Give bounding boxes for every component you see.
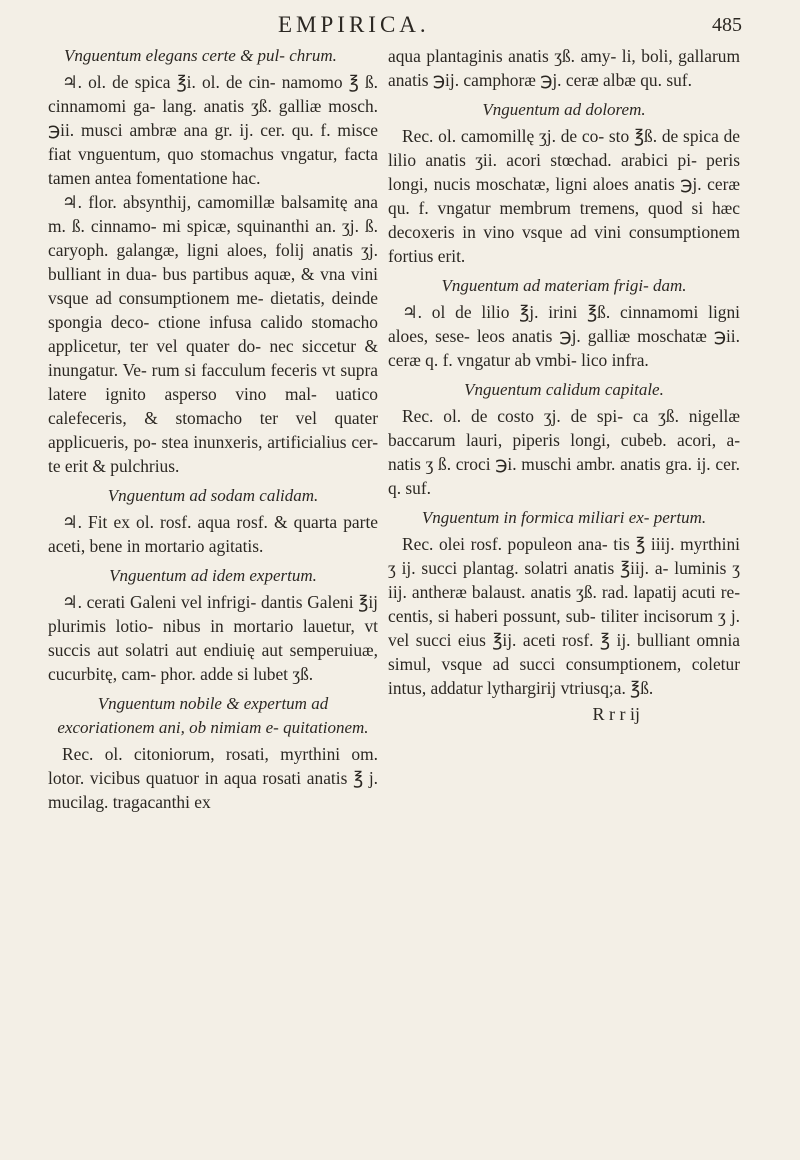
recipe-paragraph: Rec. olei rosf. populeon ana- tis ℥ iiij. myrthini ʒ ij. succi plantag. solatri anatis ℥iij. a- luminis ʒ iij. antheræ balaust. anatis ʒß. rad. lapatij acuti re- centis, si haberi possunt, sub- tiliter incisorum ʒ j. vel succi eius ℥ij. aceti rosf. ℥ ij. bulliant omnia simul, vsque ad succi consumptionem, coletur intus, addatur lythargirij vtriusq;a. ℥ß. — [388, 534, 740, 698]
recipe-paragraph: Rec. ol. citoniorum, rosati, myrthini om. lotor. vicibus quatuor in aqua rosati anatis ℥ j. mucilag. tragacanthi ex — [48, 744, 378, 812]
recipe-heading: Vnguentum ad idem expertum. — [109, 566, 317, 585]
recipe-paragraph: ♃. ol. de spica ℥i. ol. de cin- namomo ℥ ß. cinnamomi ga- lang. anatis ʒß. galliæ mosch. ℈ii. musci ambræ ana gr. ij. cer. qu. f. misce fiat vnguentum, quo stomachus vngatur, facta tamen antea fomentatione hac. — [48, 72, 378, 188]
recipe-paragraph: Rec. ol. camomillę ʒj. de co- sto ℥ß. de spica de lilio anatis ʒii. acori stœchad. arabici pi- peris longi, nucis moschatæ, ligni aloes anatis ℈j. ceræ qu. f. vngatur membrum tremens, quod si hæc decoxeris in vino vsque ad vini consumptionem fortius erit. — [388, 126, 740, 266]
right-column — [388, 44, 740, 726]
catchword: R r r ij — [592, 704, 640, 724]
recipe-heading: Vnguentum ad materiam frigi- dam. — [441, 276, 687, 295]
recipe-heading: Vnguentum ad dolorem. — [482, 100, 646, 119]
left-column — [48, 44, 378, 814]
page-number: 485 — [712, 14, 742, 36]
recipe-paragraph: Rec. ol. de costo ʒj. de spi- ca ʒß. nigellæ baccarum lauri, piperis longi, cubeb. acori, a- natis ʒ ß. croci ℈i. muschi ambr. anatis gra. ij. cer. q. suf. — [388, 406, 740, 498]
recipe-heading: Vnguentum calidum capitale. — [464, 380, 664, 399]
page-header — [0, 12, 800, 42]
recipe-heading: Vnguentum in formica miliari ex- pertum. — [421, 508, 707, 527]
recipe-heading: Vnguentum ad sodam calidam. — [107, 486, 319, 505]
recipe-heading: Vnguentum nobile & expertum ad excoriationem ani, ob nimiam e- quitationem. — [57, 694, 369, 737]
recipe-heading: Vnguentum elegans certe & pul- chrum. — [64, 46, 337, 65]
recipe-paragraph-continued: aqua plantaginis anatis ʒß. amy- li, boli, gallarum anatis ℈ij. camphoræ ℈j. ceræ albæ qu. suf. — [388, 46, 740, 90]
recipe-paragraph: ♃. cerati Galeni vel infrigi- dantis Galeni ℥ij plurimis lotio- nibus in mortario lauetur, vt succis aut solatri aut endiuię aut semperuiuæ, cucurbitę, cam- phor. adde si lubet ʒß. — [48, 592, 378, 684]
recipe-paragraph: ♃. Fit ex ol. rosf. aqua rosf. & quarta parte aceti, bene in mortario agitatis. — [48, 512, 378, 556]
running-title: EMPIRICA. — [278, 12, 430, 37]
recipe-paragraph: ♃. ol de lilio ℥j. irini ℥ß. cinnamomi ligni aloes, sese- leos anatis ℈j. galliæ moschatæ ℈ii. ceræ q. f. vngatur ab vmbi- lico infra. — [388, 302, 740, 370]
recipe-paragraph: ♃. flor. absynthij, camomillæ balsamitę ana m. ß. cinnamo- mi spicæ, squinanthi an. ʒj. ß. caryoph. galangæ, ligni aloes, folij anatis ʒj. bulliant in dua- bus partibus aquæ, & vna vini vsque ad consumptionem me- dietatis, deinde spongia deco- ctione infusa calido stomacho applicetur, ter vel quater do- nec siccetur & inungatur. Ve- rum si facculum feceris vt supra latere ignito asperso vino mal- uatico calefeceris, & stomacho ter vel quater applicueris, po- stea inunxeris, artificialius cer- te erit & pulchrius. — [48, 192, 378, 476]
